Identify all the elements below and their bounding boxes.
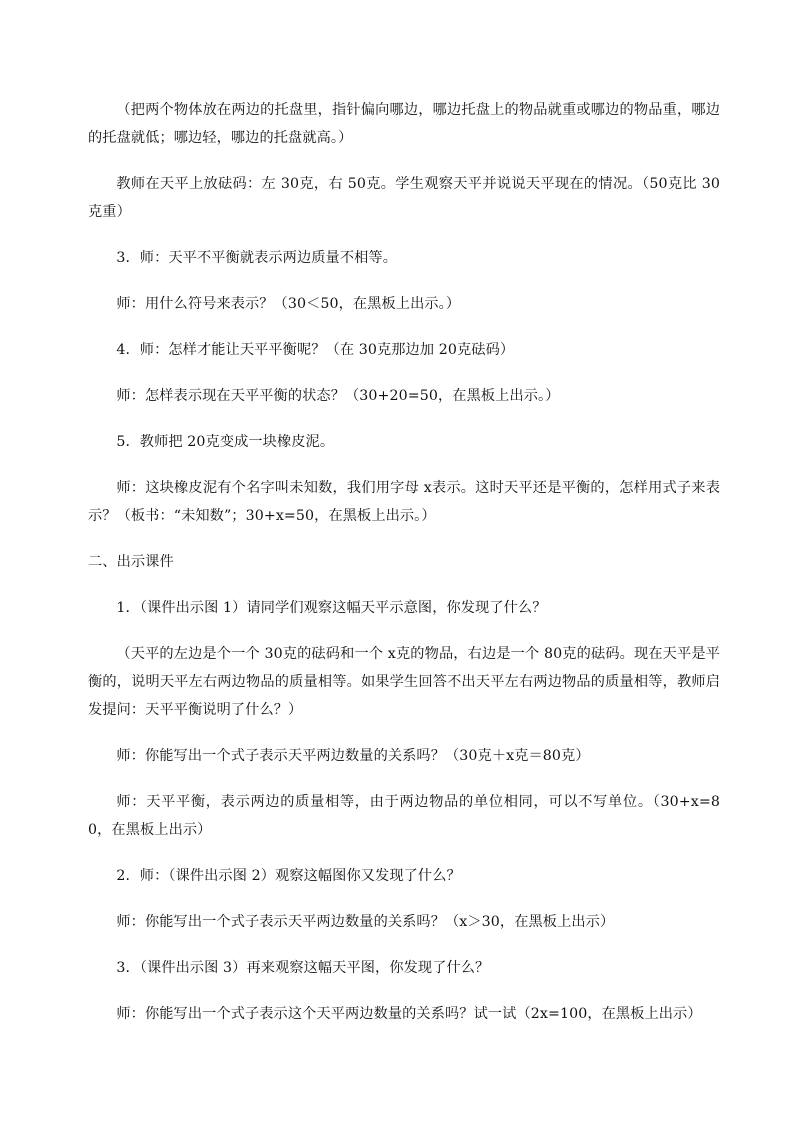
paragraph-balance-state: 师：怎样表示现在天平平衡的状态？（30+20=50，在黑板上出示。） — [116, 388, 560, 404]
paragraph-write-expression-3: 师：你能写出一个式子表示这个天平两边数量的关系吗？试一试（2x=100，在黑板上出示） — [116, 1006, 702, 1022]
lesson-text — [88, 96, 720, 1046]
paragraph-figure-3: 3．（课件出示图 3）再来观察这幅天平图，你发现了什么？ — [116, 960, 490, 976]
paragraph-teacher-weights: 教师在天平上放砝码：左 30克，右 50克。学生观察天平并说说天平现在的情况。（50克比 30克重） — [88, 176, 720, 220]
paragraph-figure-1: 1．（课件出示图 1）请同学们观察这幅天平示意图，你发现了什么？ — [116, 600, 547, 616]
paragraph-symbol-question: 师：用什么符号来表示？（30＜50，在黑板上出示。） — [116, 296, 461, 312]
paragraph-step-5: 5．教师把 20克变成一块橡皮泥。 — [116, 434, 335, 450]
section-heading-courseware: 二、出示课件 — [88, 554, 174, 570]
paragraph-step-3: 3．师：天平不平衡就表示两边质量不相等。 — [116, 250, 397, 266]
paragraph-write-expression-2: 师：你能写出一个式子表示天平两边数量的关系吗？（x＞30，在黑板上出示） — [116, 914, 615, 930]
paragraph-balance-equality: 师：天平平衡，表示两边的质量相等，由于两边物品的单位相同，可以不写单位。（30+x=80，在黑板上出示） — [88, 794, 720, 838]
paragraph-figure-2: 2．师：（课件出示图 2）观察这幅图你又发现了什么？ — [116, 868, 461, 884]
paragraph-step-4: 4．师：怎样才能让天平平衡呢？（在 30克那边加 20克砝码） — [116, 342, 515, 358]
paragraph-balance-explanation: （把两个物体放在两边的托盘里，指针偏向哪边，哪边托盘上的物品就重或哪边的物品重，哪边的托盘就低；哪边轻，哪边的托盘就高。） — [88, 102, 720, 146]
paragraph-figure-1-explanation: （天平的左边是个一个 30克的砝码和一个 x克的物品，右边是一个 80克的砝码。现在天平是平衡的，说明天平左右两边物品的质量相等。如果学生回答不出天平左右两边物品的质量相等，教师启发提问：天平平衡说明了什么？） — [88, 646, 720, 718]
paragraph-write-expression-1: 师：你能写出一个式子表示天平两边数量的关系吗？（30克＋x克＝80克） — [116, 748, 590, 764]
paragraph-unknown-number: 师：这块橡皮泥有个名字叫未知数，我们用字母 x表示。这时天平还是平衡的，怎样用式子来表示？（板书：“未知数”；30+x=50，在黑板上出示。） — [88, 480, 720, 524]
